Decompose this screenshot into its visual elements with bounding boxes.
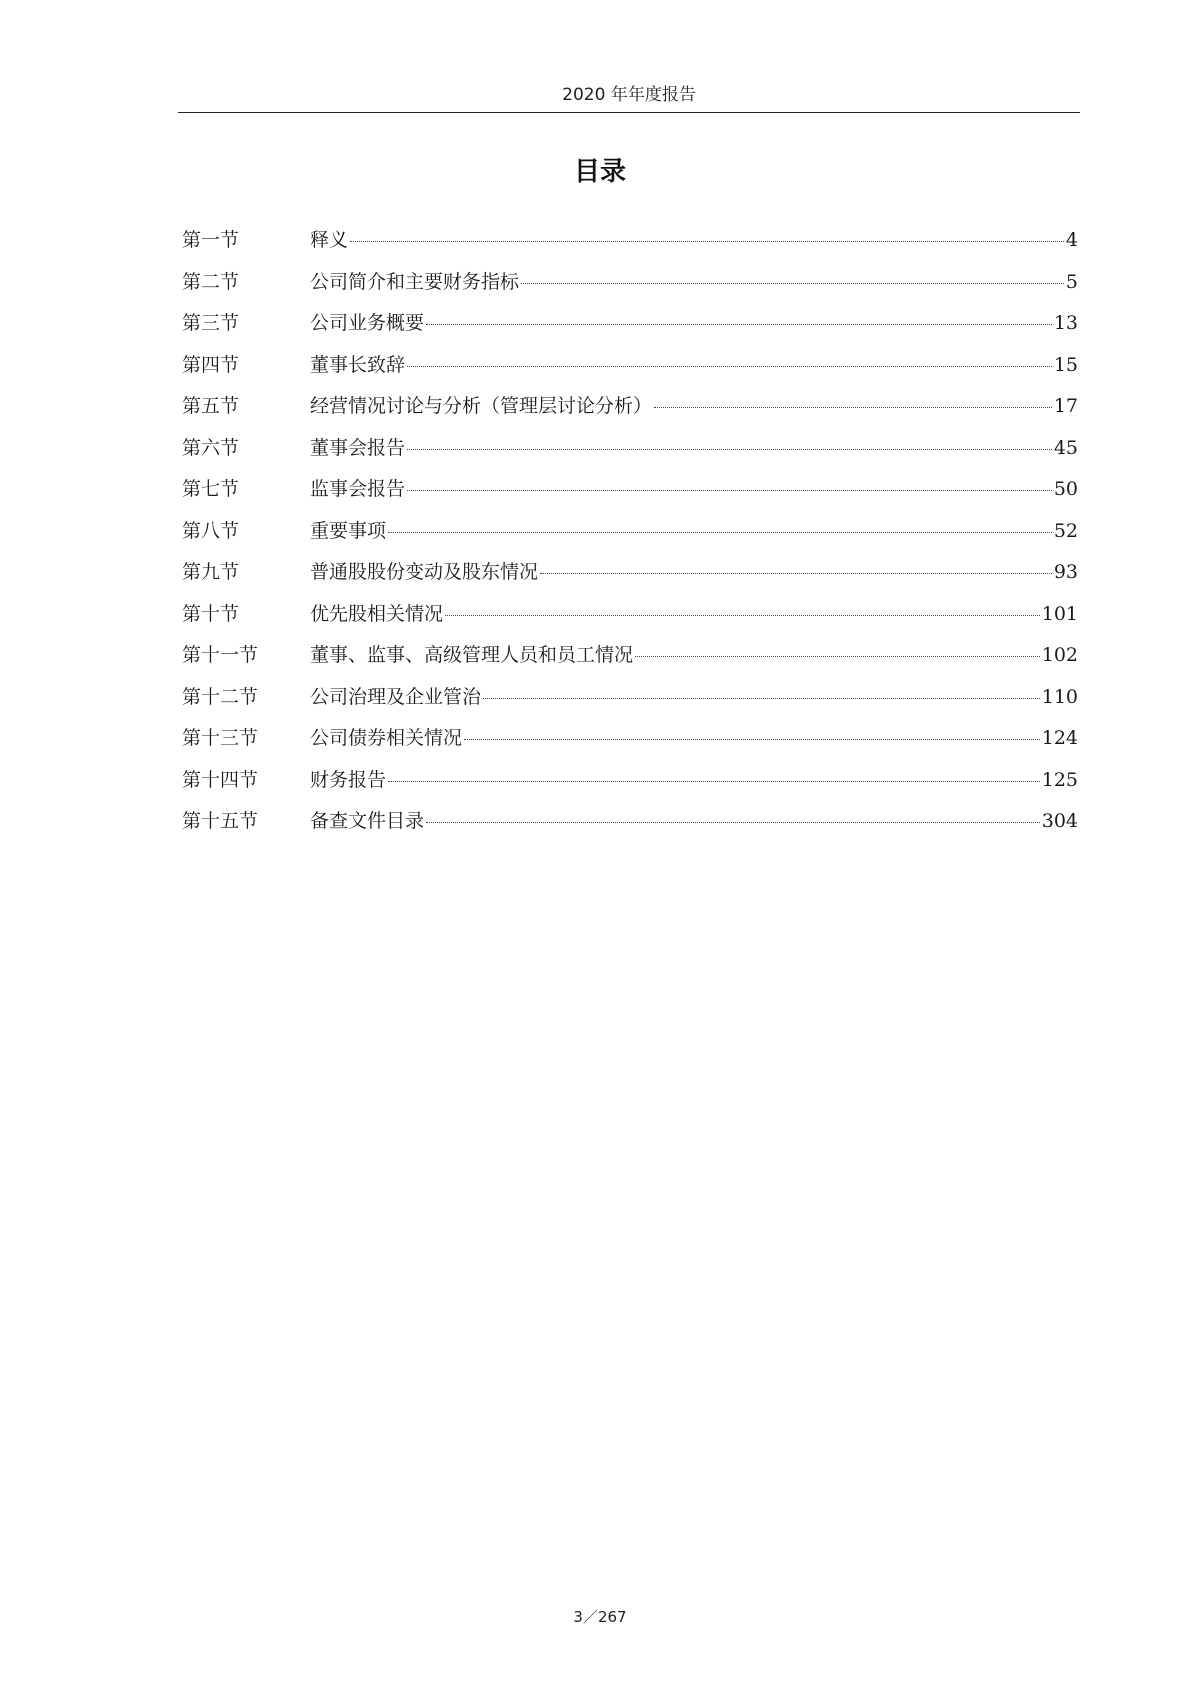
toc-section-number: 第十节 (182, 602, 240, 625)
toc-section-number: 第十四节 (182, 768, 259, 791)
toc-section-number: 第十一节 (182, 644, 259, 666)
toc-section-name: 公司业务概要 (310, 312, 425, 334)
report-title: 2020 年年度报告 (562, 85, 696, 105)
toc-entry[interactable] (182, 768, 1078, 810)
dot-leader (464, 739, 1040, 740)
toc-page-number: 124 (1041, 727, 1078, 749)
toc-entry[interactable] (182, 311, 1078, 353)
toc-section-number: 第一节 (182, 229, 240, 251)
toc-section-name: 监事会报告 (310, 478, 406, 500)
dot-leader (445, 615, 1040, 616)
dot-leader (426, 822, 1040, 823)
dot-leader (407, 449, 1052, 450)
toc-section-name: 公司债券相关情况 (310, 727, 463, 749)
toc-section-number: 第八节 (182, 519, 240, 542)
dot-leader (635, 656, 1040, 657)
toc-entry[interactable] (182, 643, 1078, 685)
toc-section-number: 第二节 (182, 270, 240, 293)
page-header (178, 84, 1080, 113)
toc-section-number: 第十三节 (182, 727, 259, 749)
dot-leader (521, 283, 1064, 284)
toc-section-number: 第五节 (182, 395, 240, 417)
toc-page-number: 304 (1041, 810, 1078, 832)
toc-page-number: 4 (1065, 229, 1078, 251)
toc-section-name: 董事长致辞 (310, 353, 406, 376)
toc-section-number: 第九节 (182, 561, 240, 583)
dot-leader (407, 490, 1052, 491)
toc-page-number: 52 (1053, 519, 1078, 542)
toc-page-number: 45 (1053, 436, 1078, 459)
toc-entry[interactable] (182, 602, 1078, 644)
toc-entry[interactable] (182, 353, 1078, 395)
toc-page-number: 50 (1053, 478, 1078, 500)
toc-section-number: 第十二节 (182, 685, 259, 708)
toc-page-number: 15 (1053, 353, 1078, 376)
toc-section-name: 经营情况讨论与分析（管理层讨论分析） (310, 395, 653, 417)
toc-section-name: 释义 (310, 229, 349, 251)
dot-leader (407, 366, 1052, 367)
dot-leader (426, 324, 1052, 325)
toc-section-name: 公司治理及企业管治 (310, 685, 482, 708)
toc-section-number: 第三节 (182, 312, 240, 334)
dot-leader (540, 573, 1052, 574)
dot-leader (483, 698, 1040, 699)
toc-section-name: 普通股股份变动及股东情况 (310, 561, 539, 583)
toc-page-number: 5 (1065, 270, 1078, 293)
toc-entry[interactable] (182, 394, 1078, 436)
toc-section-name: 公司简介和主要财务指标 (310, 270, 520, 293)
toc-entry[interactable] (182, 477, 1078, 519)
toc-section-number: 第十五节 (182, 810, 259, 832)
toc-section-number: 第四节 (182, 353, 240, 376)
toc-page-number: 17 (1053, 395, 1078, 417)
toc-entry[interactable] (182, 726, 1078, 768)
toc-section-name: 重要事项 (310, 519, 387, 542)
toc-title: 目录 (573, 157, 626, 187)
dot-leader (388, 532, 1052, 533)
toc-section-name: 董事、监事、高级管理人员和员工情况 (310, 644, 634, 666)
toc-section-name: 优先股相关情况 (310, 602, 444, 625)
dot-leader (350, 241, 1064, 242)
toc-section-name: 财务报告 (310, 768, 387, 791)
toc-page-number: 101 (1041, 602, 1078, 625)
toc-section-number: 第六节 (182, 436, 240, 459)
page-number: 3／267 (573, 1608, 627, 1626)
toc-list (182, 228, 1078, 851)
toc-section-name: 董事会报告 (310, 436, 406, 459)
dot-leader (388, 781, 1040, 782)
toc-entry[interactable] (182, 270, 1078, 312)
toc-page-number: 125 (1041, 768, 1078, 791)
toc-section-name: 备查文件目录 (310, 810, 425, 832)
toc-page-number: 13 (1053, 312, 1078, 334)
toc-page-number: 93 (1053, 561, 1078, 583)
toc-entry[interactable] (182, 560, 1078, 602)
toc-section-number: 第七节 (182, 478, 240, 500)
toc-entry[interactable] (182, 809, 1078, 851)
toc-entry[interactable] (182, 228, 1078, 270)
toc-page-number: 102 (1041, 644, 1078, 666)
toc-entry[interactable] (182, 685, 1078, 727)
toc-page-number: 110 (1041, 685, 1078, 708)
dot-leader (654, 407, 1052, 408)
toc-entry[interactable] (182, 519, 1078, 561)
toc-entry[interactable] (182, 436, 1078, 478)
